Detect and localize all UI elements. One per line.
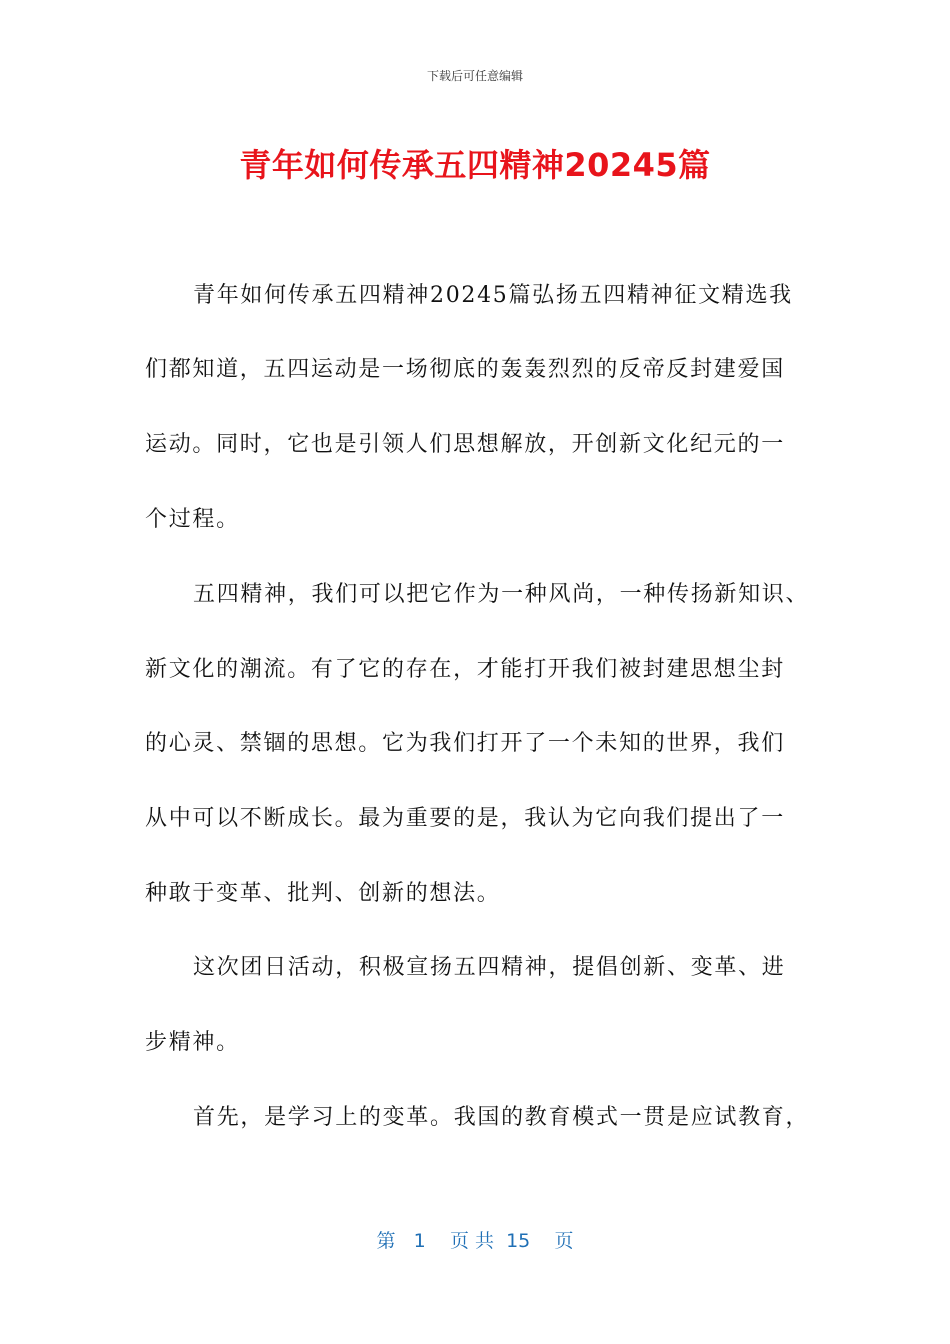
paragraph-line: 五四精神，我们可以把它作为一种风尚，一种传扬新知识、	[193, 582, 810, 607]
total-pages-number: 15	[506, 1230, 531, 1252]
current-page-number: 1	[413, 1230, 426, 1252]
header-note: 下载后可任意编辑	[426, 69, 523, 83]
paragraph-line: 从中可以不断成长。最为重要的是，我认为它向我们提出了一	[145, 806, 785, 831]
paragraph-line: 运动。同时，它也是引领人们思想解放，开创新文化纪元的一	[145, 432, 785, 457]
page-number-footer	[0, 1226, 950, 1253]
document-title: 青年如何传承五四精神20245篇	[239, 146, 711, 184]
paragraph-line: 首先，是学习上的变革。我国的教育模式一贯是应试教育，	[193, 1105, 810, 1130]
paragraph-line: 步精神。	[145, 1030, 240, 1055]
paragraph-line: 新文化的潮流。有了它的存在，才能打开我们被封建思想尘封	[145, 657, 785, 682]
paragraph-line: 的心灵、禁锢的思想。它为我们打开了一个未知的世界，我们	[145, 731, 785, 756]
footer-prefix: 第	[376, 1230, 396, 1252]
paragraph-line: 种敢于变革、批判、创新的想法。	[145, 881, 501, 906]
footer-middle: 页 共	[449, 1230, 494, 1252]
paragraph-line: 们都知道，五四运动是一场彻底的轰轰烈烈的反帝反封建爱国	[145, 357, 785, 382]
paragraph-line: 青年如何传承五四精神20245篇弘扬五四精神征文精选我	[193, 283, 793, 308]
paragraph-line: 个过程。	[145, 507, 240, 532]
footer-suffix: 页	[554, 1230, 574, 1252]
paragraph-line: 这次团日活动，积极宣扬五四精神，提倡创新、变革、进	[193, 955, 786, 980]
